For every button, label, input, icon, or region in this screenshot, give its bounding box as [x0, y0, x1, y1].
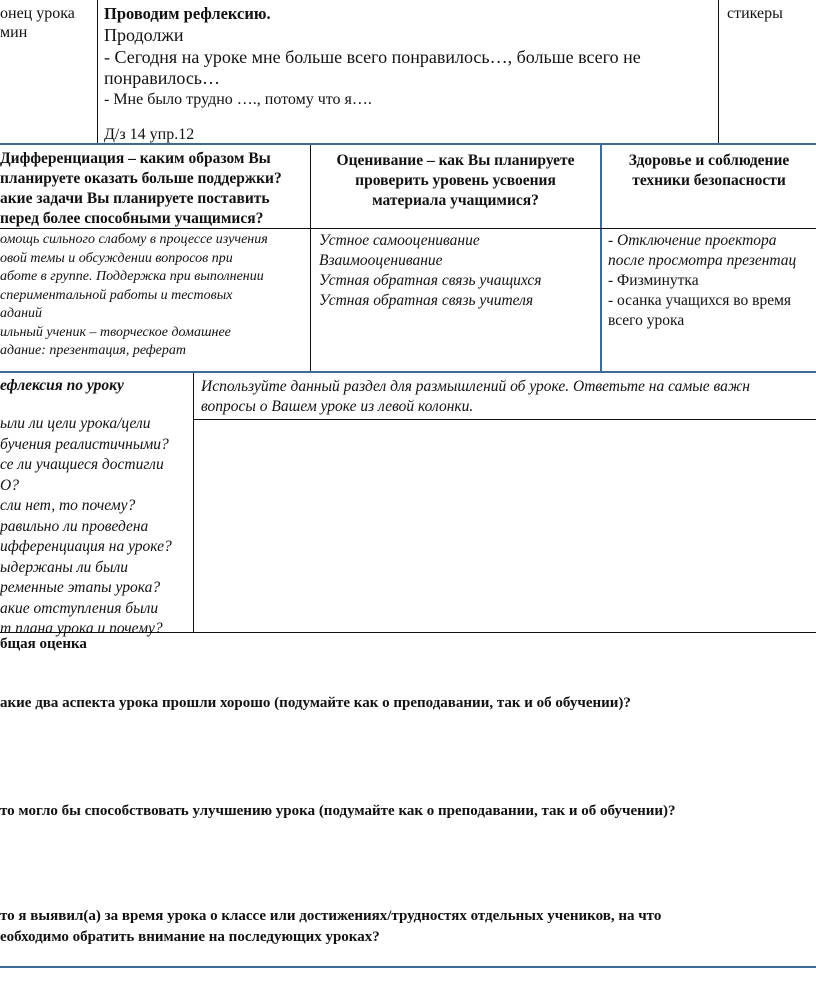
reflection-question: т плана урока и почему?	[0, 620, 163, 637]
homework: Д/з 14 упр.12	[104, 126, 195, 143]
differentiation-header-3: акие задачи Вы планируете поставить	[0, 190, 270, 207]
assessment-header-1: Оценивание – как Вы планируете	[336, 152, 575, 169]
reflection-inner-border	[193, 419, 816, 420]
reflection-instructions	[201, 377, 816, 417]
differentiation-line: ильный ученик – творческое домашнее	[0, 324, 231, 340]
reflection-question: акие отступления были	[0, 599, 159, 617]
health-line: - осанка учащихся во время	[608, 292, 792, 309]
assessment-line: Устная обратная связь учителя	[319, 292, 534, 309]
summary-question-2: то могло бы способствовать улучшению урока (подумайте как о преподавании, так и об обучении)?	[0, 803, 676, 819]
reflection-question: ременные этапы урока?	[0, 579, 161, 596]
health-header-1: Здоровье и соблюдение	[628, 152, 790, 169]
prompt-line-1: - Сегодня на уроке мне больше всего понравилось…, больше всего не	[104, 47, 641, 67]
reflection-question: О?	[0, 476, 19, 494]
differentiation-header-4: перед более способными учащимися?	[0, 210, 264, 227]
health-line: - Отключение проектора	[608, 232, 777, 249]
row2-header-border	[0, 228, 816, 229]
health-header-2: техники безопасности	[632, 172, 786, 189]
reflection-question: бучения реалистичными?	[0, 435, 169, 453]
reflection-heading: Проводим рефлексию.	[104, 4, 271, 23]
assessment-header	[311, 151, 600, 211]
differentiation-line: адание: презентация, реферат	[0, 343, 186, 358]
row1-divider-2	[718, 0, 719, 144]
assessment-line: Устная обратная связь учащихся	[319, 272, 542, 289]
summary-title: бщая оценка	[0, 636, 87, 652]
assessment-header-2: проверить уровень усвоения	[355, 172, 556, 189]
differentiation-header-2: планируете оказать больше поддержки?	[0, 170, 282, 187]
differentiation-line: омощь сильного слабому в процессе изучения	[0, 232, 268, 247]
reflection-question: сли нет, то почему?	[0, 497, 136, 514]
health-content	[608, 231, 816, 331]
summary-question-3-line-1: то я выявил(а) за время урока о классе или достижениях/трудностях отдельных учеников, на что	[0, 908, 662, 924]
assessment-content	[319, 231, 599, 311]
reflection-question: ыдержаны ли были	[0, 558, 128, 576]
reflection-questions	[0, 414, 193, 640]
prompt-line-2: понравилось…	[104, 68, 221, 88]
summary-question-3-line-2: еобходимо обратить внимание на последующих уроках?	[0, 929, 380, 945]
differentiation-line: овой темы и обсуждении вопросов при	[0, 250, 233, 266]
lesson-end-label: онец урока	[0, 5, 75, 22]
assessment-line: Устное самооценивание	[319, 232, 480, 249]
health-line: всего урока	[608, 312, 685, 329]
health-header	[602, 151, 816, 191]
health-line: - Физминутка	[608, 272, 699, 289]
row1-divider-1	[97, 0, 98, 144]
row1-bottom-border	[0, 143, 816, 145]
reflection-title: ефлексия по уроку	[0, 377, 124, 394]
reflection-instruction-line: Используйте данный раздел для размышлений об уроке. Ответьте на самые важн	[201, 378, 750, 395]
differentiation-content	[0, 231, 310, 361]
prompt-line-3: - Мне было трудно …., потому что я….	[104, 91, 372, 108]
summary-question-1: акие два аспекта урока прошли хорошо (подумайте как о преподавании, так и об обучении)?	[0, 695, 631, 711]
differentiation-header-1: Дифференциация – каким образом Вы	[0, 150, 271, 167]
stickers-label: стикеры	[727, 5, 783, 22]
differentiation-line: аботе в группе. Поддержка при выполнении	[0, 269, 264, 284]
assessment-line: Взаимооценивание	[319, 252, 443, 269]
reflection-divider	[193, 373, 194, 633]
differentiation-line: спериментальной работы и тестовых	[0, 287, 233, 303]
lesson-end-time: мин	[0, 24, 28, 41]
reflection-question: ифференциация на уроке?	[0, 538, 172, 555]
assessment-header-3: материала учащимися?	[372, 192, 539, 209]
health-line: после просмотра презентац	[608, 252, 797, 269]
reflection-question: ыли ли цели урока/цели	[0, 415, 151, 432]
reflection-instruction-line: вопросы о Вашем уроке из левой колонки.	[201, 398, 474, 415]
row2-bottom-border	[0, 371, 816, 373]
reflection-question: се ли учащиеся достигли	[0, 456, 164, 473]
page-bottom-border	[0, 966, 816, 968]
reflection-question: равильно ли проведена	[0, 517, 149, 535]
continue-label: Продолжи	[104, 25, 184, 45]
differentiation-line: аданий	[0, 306, 43, 321]
